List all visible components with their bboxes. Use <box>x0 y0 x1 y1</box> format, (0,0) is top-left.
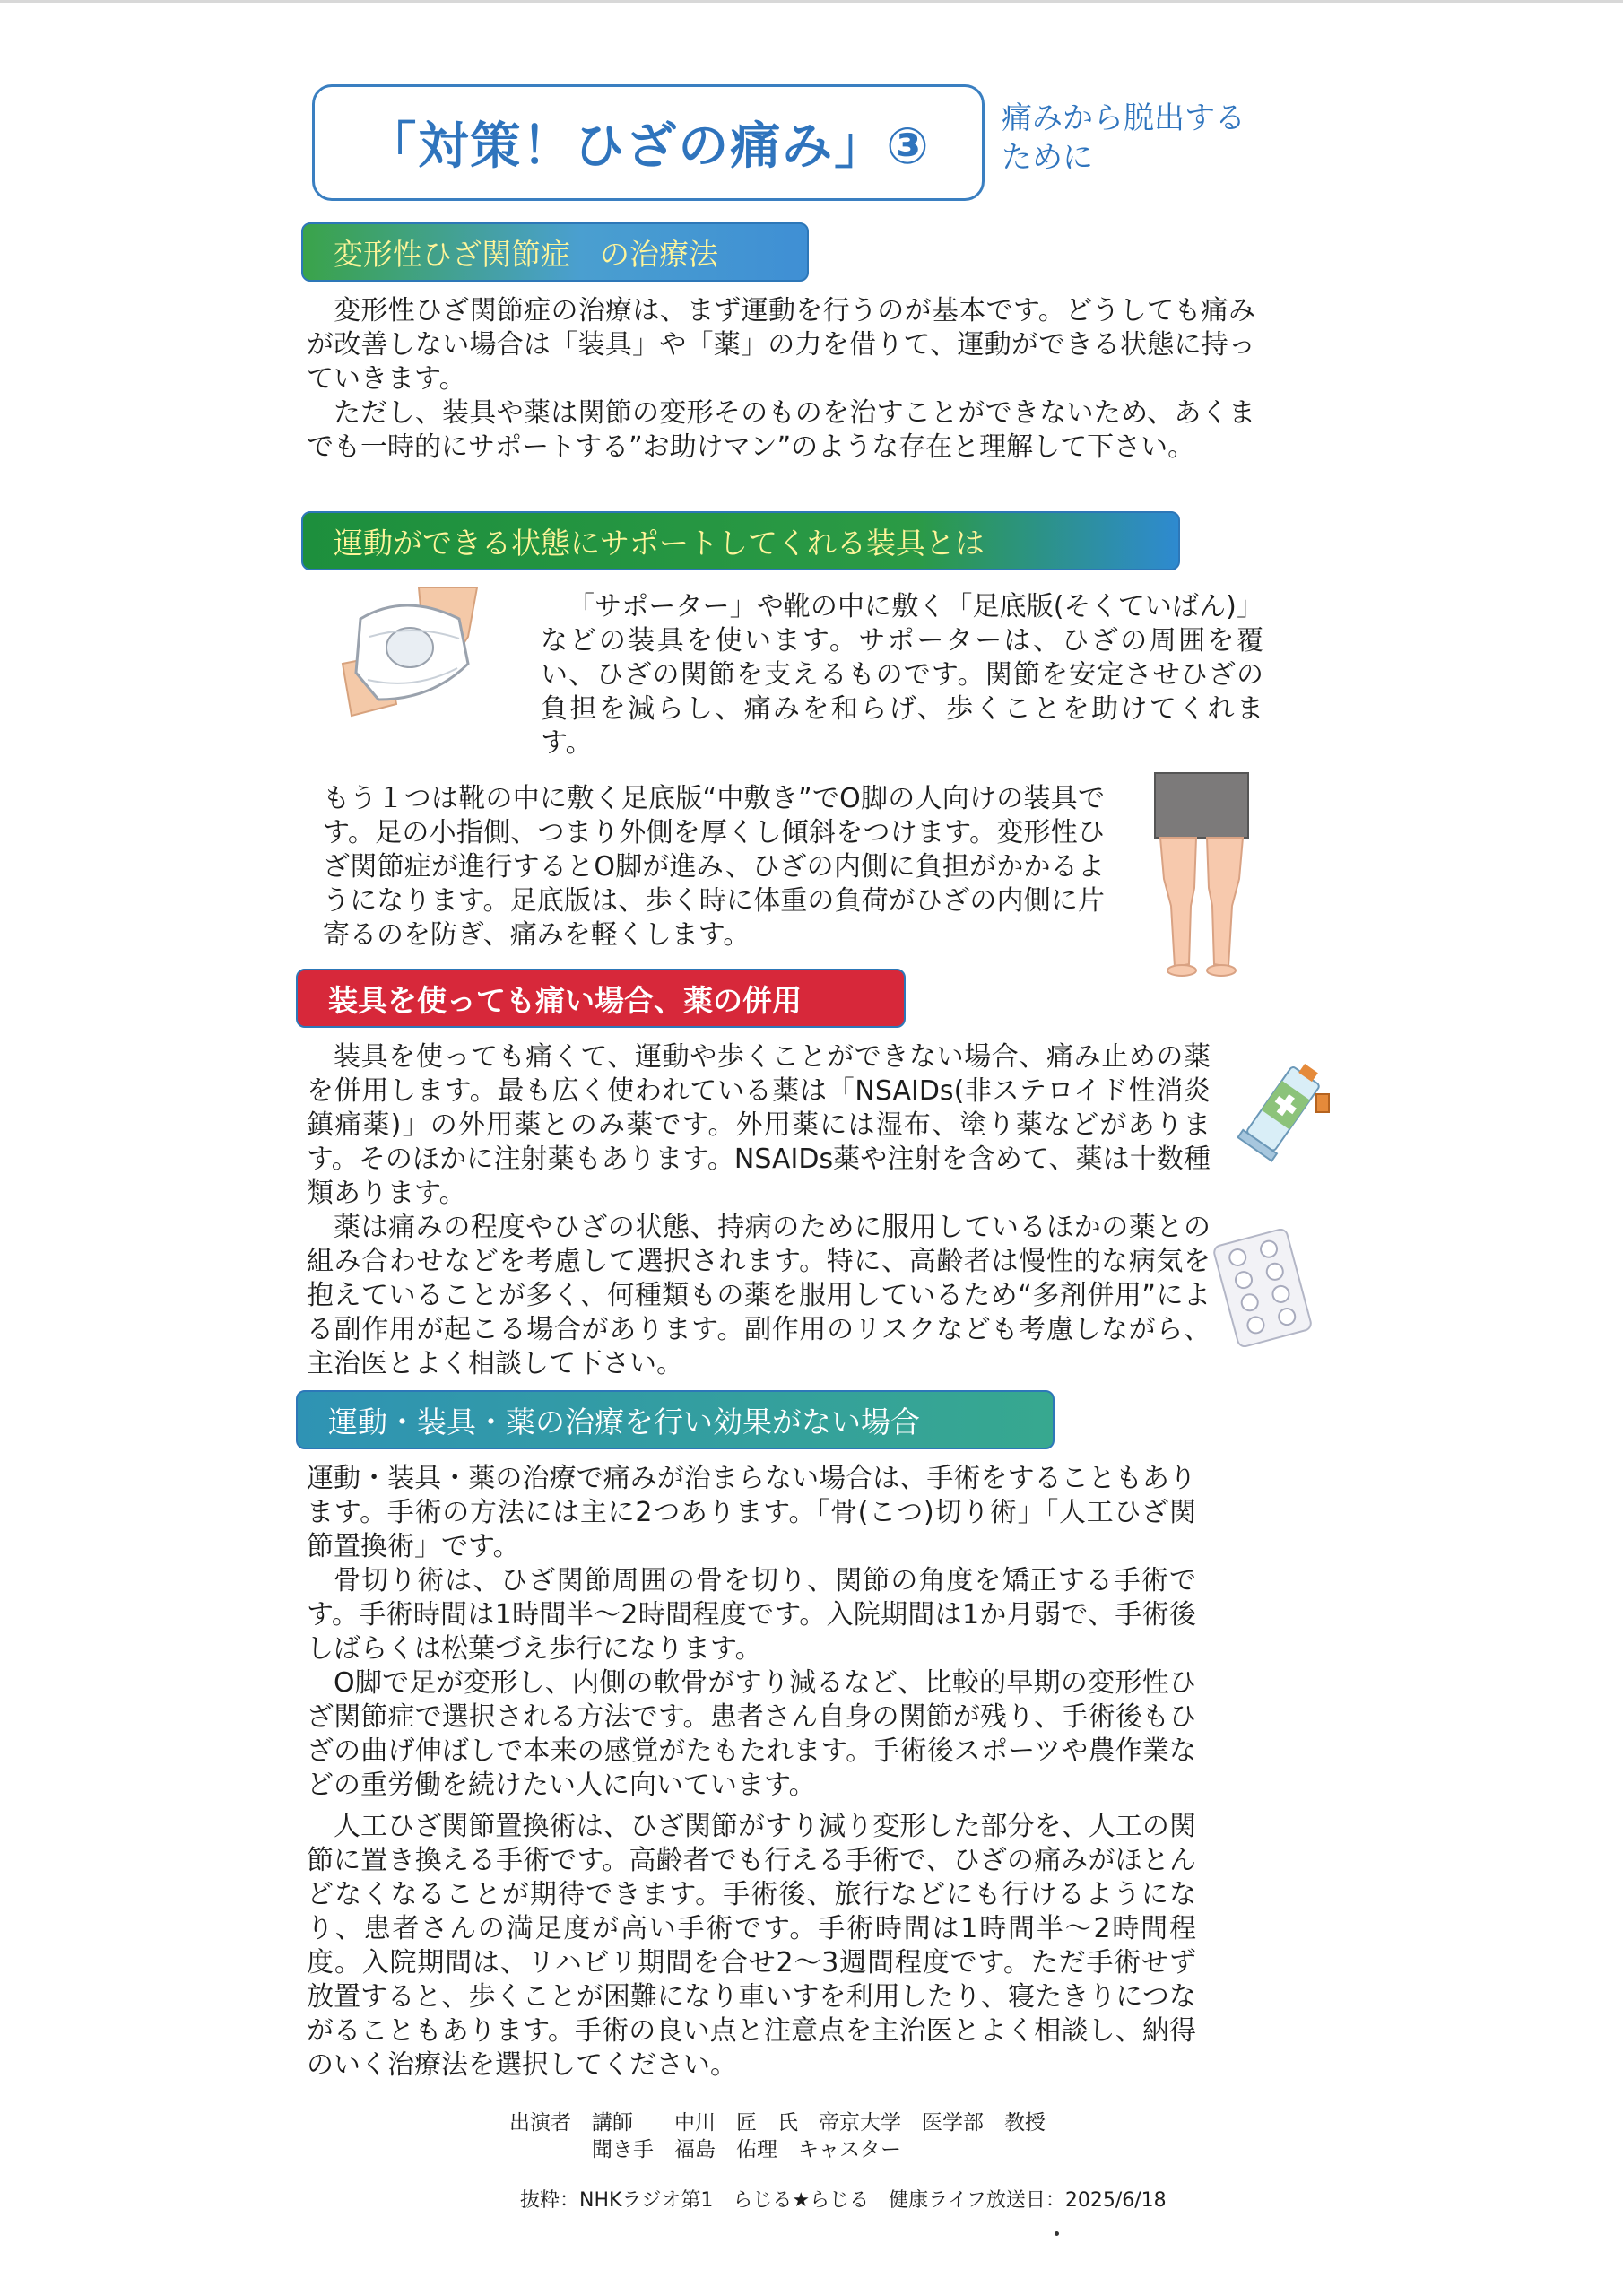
pill-blister-illustration <box>1212 1229 1313 1347</box>
paragraph: 装具を使っても痛くて、運動や歩くことができない場合、痛み止めの薬を併用します。最も広く使われている薬は「NSAIDs(非ステロイド性消炎鎮痛薬)」の外用薬とのみ薬です。外用薬には湿布、塗り薬などがあります。そのほかに注射薬もあります。NSAIDs薬や注射を含めて、薬は十数種類あります。 <box>307 1041 1211 1209</box>
section-medicine-body <box>307 1040 1211 1381</box>
source-note: 抜粋：NHKラジオ第1 らじる★らじる 健康ライフ放送日：2025/6/18 <box>520 2189 1167 2212</box>
section-treatment-body <box>307 294 1255 465</box>
scan-edge <box>0 0 1623 3</box>
subtitle-line1: 痛みから脱出する <box>1002 100 1245 136</box>
paragraph: 人工ひざ関節置換術は、ひざ関節がすり減り変形した部分を、人工の関節に置き換える手術です。高齢者でも行える手術で、ひざの痛みがほとんどなくなることが期待できます。手術後、旅行などにも行けるようになり、患者さんの満足度が高い手術です。手術時間は1時間半～2時間程度。入院期間は、リハビリ期間を合せ2～3週間程度です。ただ手術せず放置すると、歩くことが困難になり車いすを利用したり、寝たきりにつながることもあります。手術の良い点と注意点を主治医とよく相談し、納得のいく治療法を選択してください。 <box>307 1811 1196 2081</box>
knee-supporter-illustration <box>334 583 495 718</box>
paragraph: 薬は痛みの程度やひざの状態、持病のために服用しているほかの薬との組み合わせなどを考慮して選択されます。特に、高齢者は慢性的な病気を抱えていることが多く、何種類もの薬を服用しているため“多剤併用”による副作用が起こる場合があります。副作用のリスクなども考慮しながら、主治医とよく相談して下さい。 <box>307 1212 1211 1379</box>
section-heading-treatment <box>301 222 809 282</box>
section-brace-body-2 <box>323 782 1105 952</box>
page-subtitle <box>1002 99 1271 178</box>
scan-speck <box>1055 2231 1059 2236</box>
paragraph: もう１つは靴の中に敷く足底版“中敷き”でO脚の人向けの装具です。足の小指側、つまり外側を厚くし傾斜をつけます。変形性ひざ関節症が進行するとO脚が進み、ひざの内側に負担がかかるようになります。足底版は、歩く時に体重の負荷がひざの内側に片寄るのを防ぎ、痛みを軽くします。 <box>323 783 1105 951</box>
paragraph: 「サポーター」や靴の中に敷く「足底版(そくていばん)」などの装具を使います。サポーターは、ひざの周囲を覆い、ひざの関節を支えるものです。関節を安定させひざの負担を減らし、痛みを和らげ、歩くことを助けてくれます。 <box>541 591 1263 759</box>
section-heading-surgery <box>296 1390 1055 1449</box>
paragraph: O脚で足が変形し、内側の軟骨がすり減るなど、比較的早期の変形性ひざ関節症で選択される方法です。患者さん自身の関節が残り、手術後もひざの曲げ伸ばしで本来の感覚がたもたれます。手術後スポーツや農作業などの重労働を続けたい人に向いています。 <box>307 1667 1196 1801</box>
credits-line1: 出演者 講師 中川 匠 氏 帝京大学 医学部 教授 <box>509 2111 1046 2135</box>
section-heading-label: 運動ができる状態にサポートしてくれる装具とは <box>334 525 985 561</box>
page-title: 「対策！ひざの痛み」③ <box>366 117 931 176</box>
paragraph: 骨切り術は、ひざ関節周囲の骨を切り、関節の角度を矯正する手術です。手術時間は1時間半～2時間程度です。入院期間は1か月弱で、手術後しばらくは松葉づえ歩行になります。 <box>307 1565 1196 1665</box>
section-heading-label: 運動・装具・薬の治療を行い効果がない場合 <box>328 1404 920 1439</box>
section-brace-body-1 <box>541 590 1263 761</box>
paragraph: ただし、装具や薬は関節の変形そのものを治すことができないため、あくまでも一時的にサポートする”お助けマン”のような存在と理解して下さい。 <box>307 397 1255 463</box>
title-box <box>312 84 985 201</box>
subtitle-line2: ために <box>1002 140 1093 176</box>
paragraph: 運動・装具・薬の治療で痛みが治まらない場合は、手術をすることもあります。手術の方法には主に2つあります。「骨(こつ)切り術」「人工ひざ関節置換術」です。 <box>307 1463 1196 1562</box>
section-heading-brace <box>301 511 1180 570</box>
section-heading-label: 変形性ひざ関節症 の治療法 <box>334 236 718 272</box>
paragraph: 変形性ひざ関節症の治療は、まず運動を行うのが基本です。どうしても痛みが改善しない場合は「装具」や「薬」の力を借りて、運動ができる状態に持っていきます。 <box>307 295 1255 395</box>
credits <box>509 2109 1046 2163</box>
section-heading-medicine <box>296 969 906 1028</box>
legs-illustration <box>1148 771 1255 979</box>
credits-line2: 聞き手 福島 佑理 キャスター <box>509 2138 901 2161</box>
section-heading-label: 装具を使っても痛い場合、薬の併用 <box>328 982 802 1018</box>
ointment-tube-illustration <box>1225 1058 1332 1175</box>
section-surgery-body <box>307 1462 1196 2083</box>
